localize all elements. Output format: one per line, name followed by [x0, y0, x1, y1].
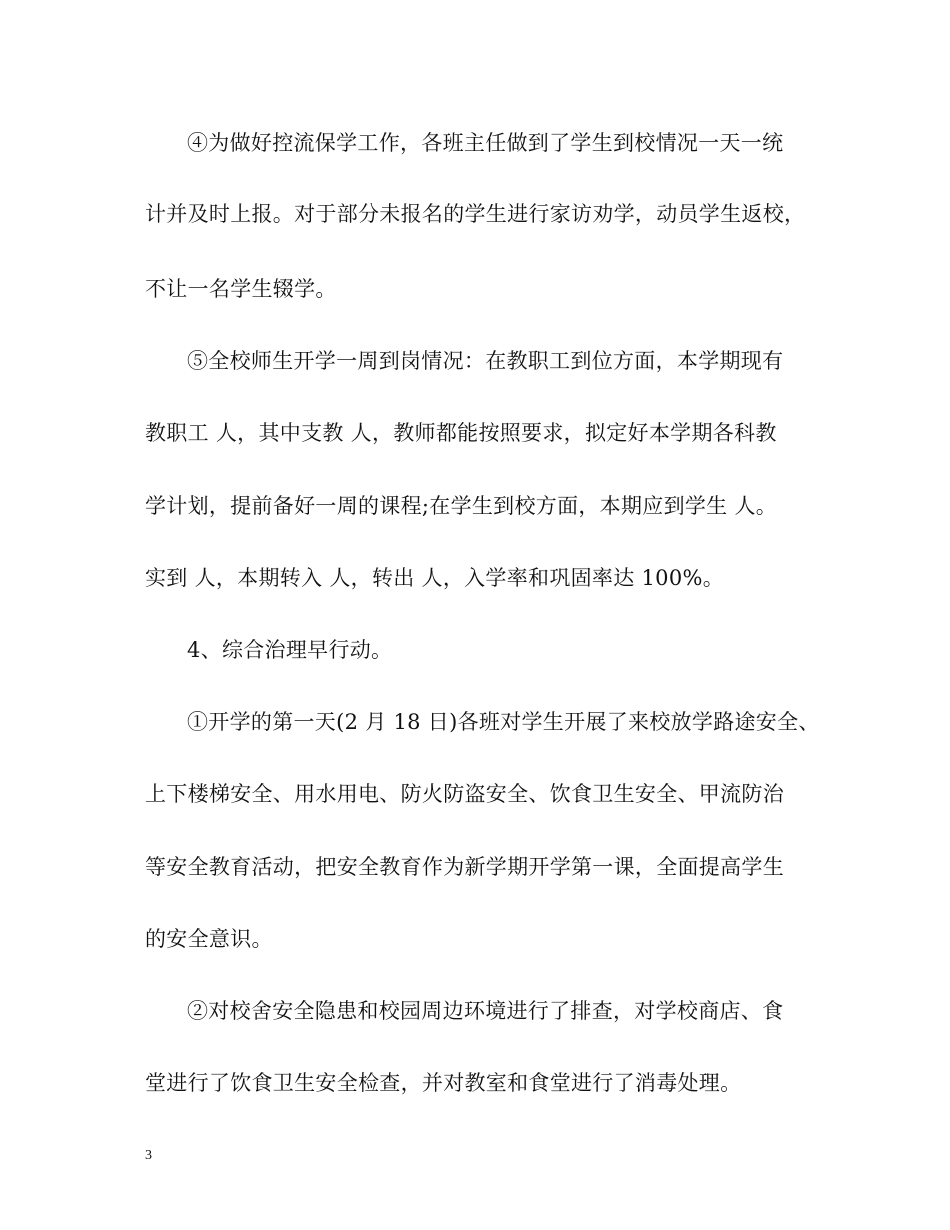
paragraph-line: 上下楼梯安全、用水用电、防火防盗安全、饮食卫生安全、甲流防治 [145, 782, 784, 806]
page-number: 3 [145, 1148, 152, 1163]
paragraph-line: ①开学的第一天(2 月 18 日)各班对学生开展了来校放学路途安全、 [187, 710, 820, 734]
paragraph-line: ⑤全校师生开学一周到岗情况：在教职工到位方面，本学期现有 [187, 349, 784, 373]
paragraph-line: 的安全意识。 [145, 927, 273, 951]
paragraph-line: 堂进行了饮食卫生安全检查，并对教室和食堂进行了消毒处理。 [145, 1071, 742, 1095]
section-heading: 4、综合治理早行动。 [187, 638, 393, 662]
paragraph-line: ②对校舍安全隐患和校园周边环境进行了排查，对学校商店、食 [187, 999, 784, 1023]
paragraph-line: ④为做好控流保学工作，各班主任做到了学生到校情况一天一统 [187, 131, 784, 155]
paragraph-line: 等安全教育活动，把安全教育作为新学期开学第一课，全面提高学生 [145, 855, 784, 879]
paragraph-line: 实到 人，本期转入 人，转出 人，入学率和巩固率达 100%。 [145, 566, 725, 590]
paragraph-line: 学计划，提前备好一周的课程;在学生到校方面，本期应到学生 人。 [145, 494, 778, 518]
paragraph-line: 不让一名学生辍学。 [145, 277, 337, 301]
paragraph-line: 教职工 人，其中支教 人，教师都能按照要求，拟定好本学期各科教 [145, 421, 777, 445]
paragraph-line: 计并及时上报。对于部分未报名的学生进行家访劝学，动员学生返校， [145, 202, 806, 226]
